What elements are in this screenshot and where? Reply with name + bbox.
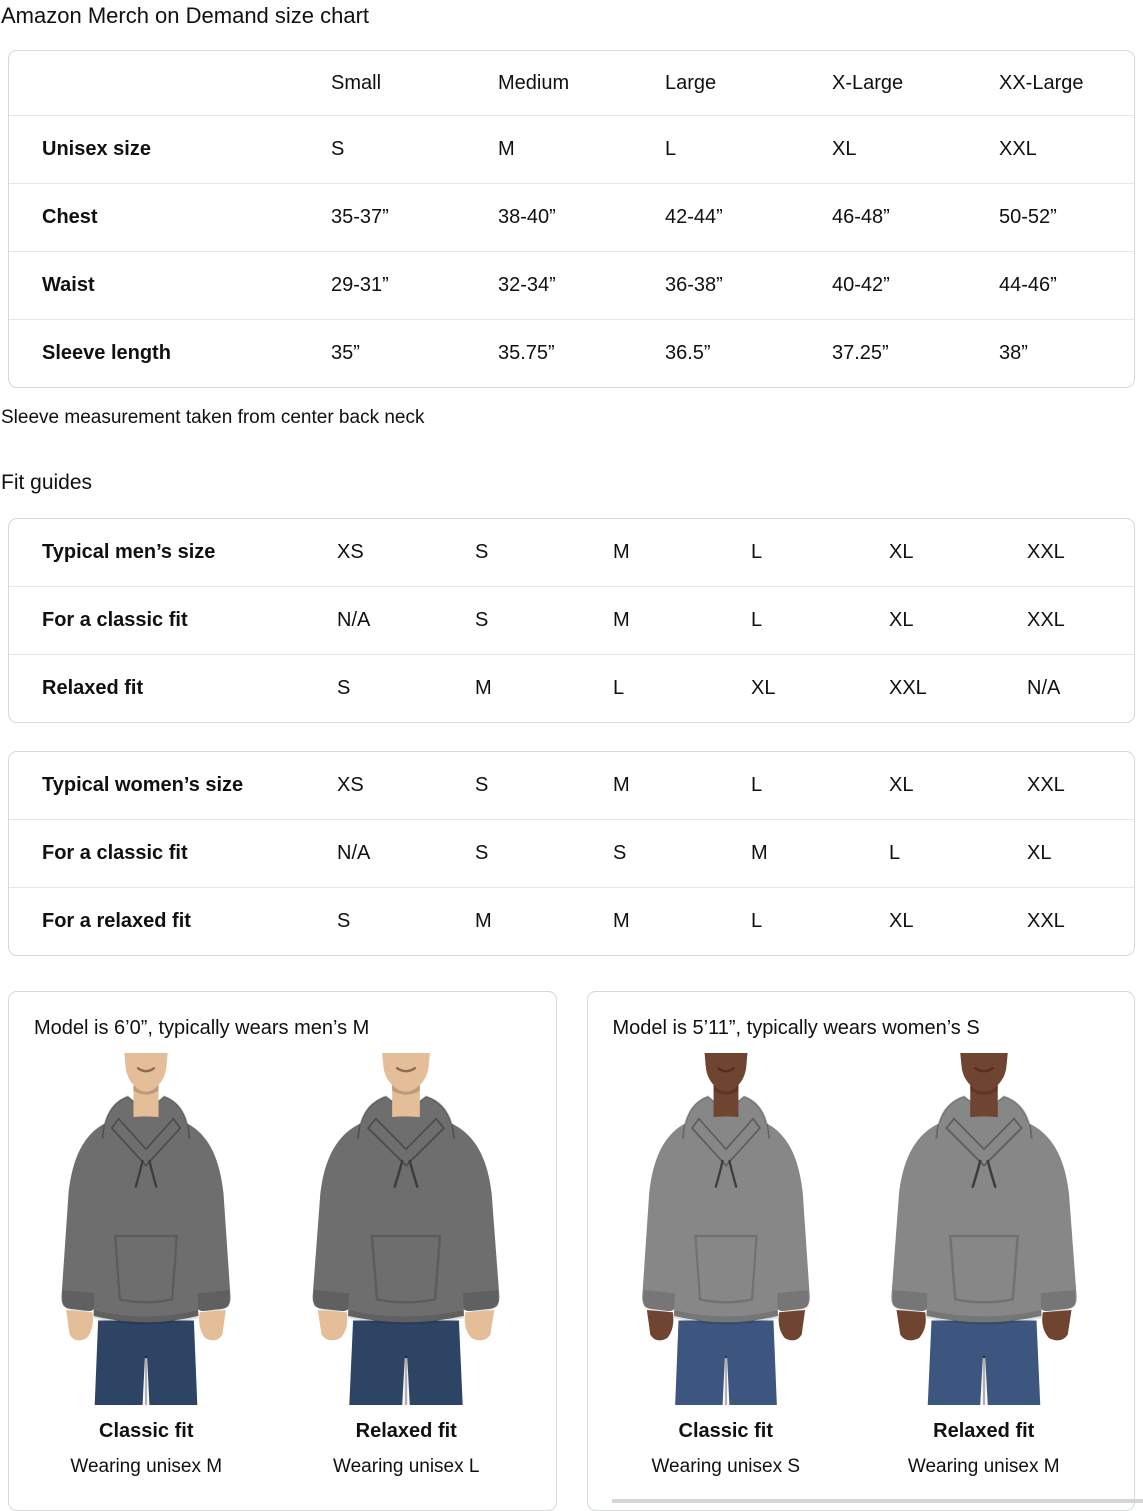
size-value: L xyxy=(751,773,763,796)
size-value: XL xyxy=(1027,841,1052,864)
size-value: M xyxy=(498,138,515,161)
size-value: L xyxy=(751,540,763,563)
table-row xyxy=(9,654,1134,722)
row-label: Sleeve length xyxy=(42,342,171,365)
size-value: XS xyxy=(337,773,364,796)
table-row xyxy=(9,183,1134,251)
size-value: M xyxy=(613,540,630,563)
size-value: XXL xyxy=(1027,773,1065,796)
size-value: L xyxy=(889,841,901,864)
model-figure-classic xyxy=(613,1053,839,1478)
size-value: S xyxy=(331,138,345,161)
size-value: N/A xyxy=(337,608,371,631)
row-label: For a relaxed fit xyxy=(42,909,191,932)
size-chart-table xyxy=(8,50,1135,388)
size-value: L xyxy=(751,909,763,932)
table-row xyxy=(9,819,1134,887)
model-photo-classic-fit xyxy=(32,1053,260,1405)
fit-label: Classic fit xyxy=(678,1419,773,1442)
row-label: Chest xyxy=(42,206,98,229)
model-photo-relaxed-fit xyxy=(859,1053,1109,1405)
size-value: XL xyxy=(889,773,914,796)
row-label: Relaxed fit xyxy=(42,676,144,699)
column-header: Small xyxy=(331,71,382,94)
model-figure-relaxed xyxy=(280,1053,532,1478)
size-value: M xyxy=(475,676,492,699)
fit-label: Relaxed fit xyxy=(355,1419,457,1442)
fit-guides-heading: Fit guides xyxy=(1,471,93,495)
row-label: Waist xyxy=(42,274,95,297)
size-value: 44-46” xyxy=(999,274,1057,297)
size-value: M xyxy=(475,909,492,932)
size-value: S xyxy=(613,841,627,864)
column-header: XX-Large xyxy=(999,71,1084,94)
fit-label: Relaxed fit xyxy=(933,1419,1035,1442)
model-figures xyxy=(600,1053,1123,1478)
size-value: L xyxy=(751,608,763,631)
size-value: 36-38” xyxy=(665,274,723,297)
size-value: XS xyxy=(337,540,364,563)
row-label: For a classic fit xyxy=(42,608,188,631)
sleeve-measurement-note: Sleeve measurement taken from center back neck xyxy=(1,407,425,429)
wearing-label: Wearing unisex M xyxy=(907,1455,1060,1477)
size-value: M xyxy=(613,909,630,932)
wearing-label: Wearing unisex S xyxy=(651,1455,801,1477)
size-value: 36.5” xyxy=(665,342,711,365)
size-value: 38” xyxy=(999,342,1028,365)
wearing-label: Wearing unisex M xyxy=(70,1455,223,1477)
row-label: For a classic fit xyxy=(42,841,188,864)
fit-guide-table-womens xyxy=(8,751,1135,956)
fit-guide-table-mens xyxy=(8,518,1135,723)
size-value: 35” xyxy=(331,342,360,365)
size-value: 37.25” xyxy=(832,342,889,365)
model-photo-relaxed-fit xyxy=(280,1053,532,1405)
table-row xyxy=(9,752,1134,819)
size-value: M xyxy=(613,773,630,796)
size-value: XL xyxy=(751,676,776,699)
size-value: M xyxy=(613,608,630,631)
table-row xyxy=(9,586,1134,654)
size-value: 35.75” xyxy=(498,342,555,365)
size-value: 29-31” xyxy=(331,274,389,297)
model-photo-classic-fit xyxy=(613,1053,839,1405)
size-value: XL xyxy=(832,138,857,161)
size-value: 38-40” xyxy=(498,206,556,229)
size-value: S xyxy=(337,909,351,932)
size-value: XXL xyxy=(999,138,1037,161)
size-value: 50-52” xyxy=(999,206,1057,229)
size-chart-header-row xyxy=(9,51,1134,115)
model-figures xyxy=(21,1053,544,1478)
table-row xyxy=(9,319,1134,387)
model-panels xyxy=(8,991,1135,1511)
size-value: 42-44” xyxy=(665,206,723,229)
size-value: S xyxy=(475,540,489,563)
page-title: Amazon Merch on Demand size chart xyxy=(1,3,370,28)
size-value: S xyxy=(475,841,489,864)
row-label: Unisex size xyxy=(42,138,151,161)
table-row xyxy=(9,519,1134,586)
size-value: XL xyxy=(889,608,914,631)
size-value: XL xyxy=(889,909,914,932)
size-value: M xyxy=(751,841,768,864)
size-value: 46-48” xyxy=(832,206,890,229)
model-panel-title: Model is 6’0”, typically wears men’s M xyxy=(34,1016,370,1039)
size-value: L xyxy=(665,138,677,161)
size-value: XXL xyxy=(1027,608,1065,631)
size-value: 40-42” xyxy=(832,274,890,297)
size-value: XXL xyxy=(1027,909,1065,932)
size-value: 35-37” xyxy=(331,206,389,229)
model-figure-classic xyxy=(32,1053,260,1478)
wearing-label: Wearing unisex L xyxy=(333,1455,480,1477)
model-panel-title: Model is 5’11”, typically wears women’s S xyxy=(612,1016,980,1039)
mens-model-panel xyxy=(8,991,557,1511)
row-label: Typical men’s size xyxy=(42,540,216,563)
size-value: XXL xyxy=(889,676,927,699)
column-header: Large xyxy=(665,71,717,94)
womens-model-panel xyxy=(587,991,1136,1511)
size-value: 32-34” xyxy=(498,274,556,297)
size-value: S xyxy=(475,773,489,796)
size-value: N/A xyxy=(337,841,371,864)
size-value: XXL xyxy=(1027,540,1065,563)
column-header: Medium xyxy=(498,71,570,94)
size-value: N/A xyxy=(1027,676,1061,699)
size-value: S xyxy=(475,608,489,631)
column-header: X-Large xyxy=(832,71,904,94)
table-row xyxy=(9,251,1134,319)
size-value: XL xyxy=(889,540,914,563)
fit-label: Classic fit xyxy=(99,1419,194,1442)
table-row xyxy=(9,115,1134,183)
table-row xyxy=(9,887,1134,955)
row-label: Typical women’s size xyxy=(42,773,244,796)
size-value: L xyxy=(613,676,625,699)
size-value: S xyxy=(337,676,351,699)
model-figure-relaxed xyxy=(859,1053,1109,1478)
